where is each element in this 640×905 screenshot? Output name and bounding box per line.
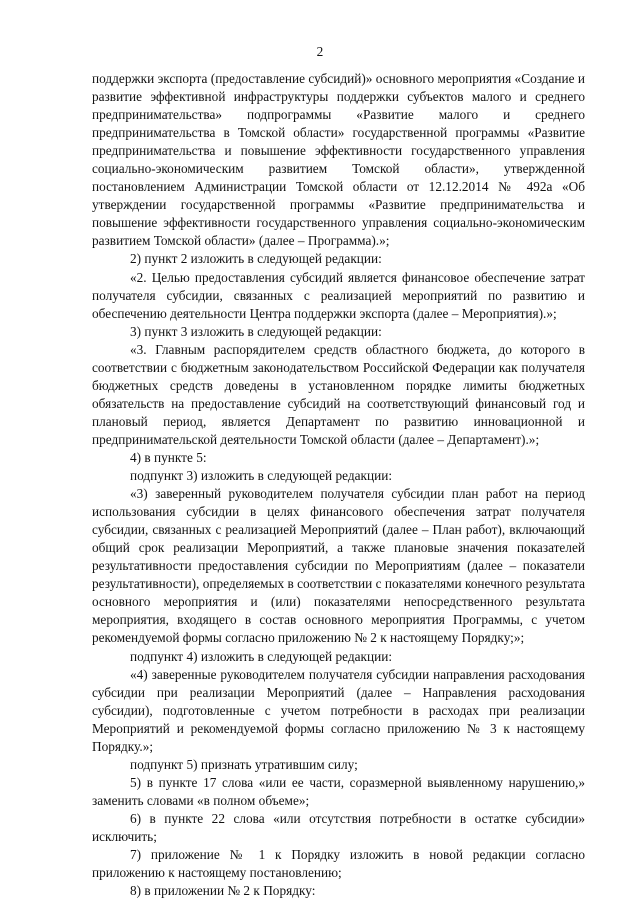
- document-body: [92, 70, 585, 900]
- paragraph-clause-2: «2. Целью предоставления субсидий является финансовое обеспечение затрат получателя субсидии, связанных с реализацией мероприятий по развитию и обеспечению деятельности Центра поддержки экспорта (далее – Мероприятия).»;: [92, 269, 585, 321]
- paragraph-item-6: 6) в пункте 22 слова «или отсутствия потребности в остатке субсидии» исключить;: [92, 810, 585, 844]
- paragraph-subclause-3: «3) заверенный руководителем получателя субсидии план работ на период использования субсидии в целях финансового обеспечения затрат получателя субсидии, связанных с реализацией Мероприятий (далее – План работ), включающий общий срок реализации Мероприятий, а также плановые значения показателей результативности предоставления субсидии по Мероприятиям (далее – показатели результативности), определяемых в соответствии с показателями конечного результата основного мероприятия и (или) показателями непосредственного результата мероприятия, входящего в состав основного мероприятия Программы, с учетом рекомендуемой формы согласно приложению № 2 к настоящему Порядку;»;: [92, 486, 585, 646]
- paragraph-continuation: поддержки экспорта (предоставление субсидий)» основного мероприятия «Создание и развитие эффективной инфраструктуры поддержки субъектов малого и среднего предпринимательства» подпрограммы «Развитие малого и среднего предпринимательства в Томской области» государственной программы «Развитие предпринимательства и повышение эффективности государственного управления социально-экономическим развитием Томской области», утвержденной постановлением Администрации Томской области от 12.12.2014 № 492а «Об утверждении государственной программы «Развитие предпринимательства и повышение эффективности государственного управления социально-экономическим развитием Томской области» (далее – Программа).»;: [92, 71, 585, 249]
- paragraph-item-5: 5) в пункте 17 слова «или ее части, соразмерной выявленному нарушению,» заменить словами «в полном объеме»;: [92, 774, 585, 808]
- paragraph-item-3: 3) пункт 3 изложить в следующей редакции:: [130, 323, 382, 339]
- paragraph-item-7: 7) приложение № 1 к Порядку изложить в новой редакции согласно приложению к настоящему постановлению;: [92, 847, 585, 881]
- paragraph-subitem-4: подпункт 4) изложить в следующей редакции:: [130, 648, 393, 664]
- paragraph-clause-3: «3. Главным распорядителем средств областного бюджета, до которого в соответствии с бюджетным законодательством Российской Федерации как получателя бюджетных средств доведены в установленном порядке лимиты бюджетных обязательств на предоставление субсидий на соответствующий финансовый год и плановый период, является Департамент по развитию инновационной и предпринимательской деятельности Томской области (далее – Департамент).»;: [92, 341, 585, 447]
- paragraph-item-4: 4) в пункте 5:: [130, 449, 207, 465]
- page-number: 2: [316, 44, 324, 59]
- paragraph-item-2: 2) пункт 2 изложить в следующей редакции:: [130, 251, 382, 267]
- paragraph-subclause-4: «4) заверенные руководителем получателя субсидии направления расходования субсидии при реализации Мероприятий (далее – Направления расходования субсидии), подготовленные с учетом потребности в расходах при реализации Мероприятий и рекомендуемой формы согласно приложению № 3 к настоящему Порядку.»;: [92, 666, 585, 754]
- paragraph-subitem-3: подпункт 3) изложить в следующей редакции:: [130, 468, 393, 484]
- paragraph-item-8: 8) в приложении № 2 к Порядку:: [130, 883, 316, 899]
- paragraph-subitem-5: подпункт 5) признать утратившим силу;: [130, 756, 358, 772]
